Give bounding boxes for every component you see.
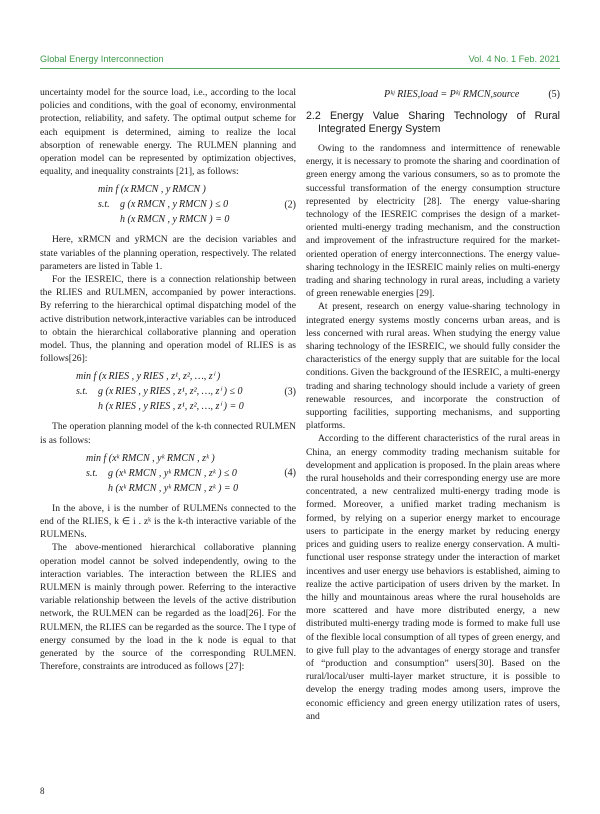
equation-3	[40, 369, 296, 414]
equation-number: (5)	[548, 89, 560, 100]
paragraph: The above-mentioned hierarchical collaborative planning operation model cannot be solved independently, owing to the interaction variables. The interaction between the RLIES and RULMEN is mainly through power. Referring to the interactive variable relationship between the levels of the active distribution network, the RULMEN can be regarded as the load[26]. For the RULMEN, the RLIES can be regarded as the source. The I type of energy consumed by the load in the k node is equal to that generated by the source of the corresponding RULMEN. Therefore, constraints are introduced as follows [27]:	[40, 542, 296, 673]
equation-line: h (xᵏ RMCN , yᵏ RMCN , zᵏ ) = 0	[108, 482, 239, 494]
equation-line: min f (xᵏ RMCN , yᵏ RMCN , zᵏ )	[86, 452, 215, 464]
paragraph: The operation planning model of the k-th connected RULMEN is as follows:	[40, 421, 296, 446]
paragraph: For the IESREIC, there is a connection relationship between the RLIES and RULMEN, accompanied by power interactions. By referring to the hierarchical optimal dispatching model of the active distribution network,interactive variables can be introduced to obtain the hierarchical collaborative planning and operation model. Thus, the planning and operation model of RLIES is as follows[26]:	[40, 274, 296, 365]
paragraph: uncertainty model for the source load, i.e., according to the local policies and conditions, with the goal of economy, environmental protection, reliability, and safety. The optimal output scheme for each equipment is determined, aiming to realize the local absorption of renewable energy. The RULMEN planning and operation model can be represented by optimization objectives, equality, and inequality constraints [21], as follows:	[40, 87, 296, 178]
paragraph: According to the different characteristics of the rural areas in China, an energy commodity trading mechanism suitable for development and application is proposed. In the plain areas where the rural households and their corresponding energy use are more concentrated, a new centralized multi-energy trading mode is formed. Moreover, a unified market trading mechanism is formed, by relying on a superior energy market to encourage users to participate in the energy market by reducing energy prices and guiding users to realize energy conservation. A multi-functional user response strategy under the interaction of market incentives and user energy use behaviors is established, aiming to realize the active participation of users driven by the market. In the hilly and mountainous areas where the rural households are more scattered and have more distributed energy, a new distributed multi-energy trading mode is formed to make full use of the flexible local consumption of all types of green energy, and to give full play to the advantages of energy storage and transfer of “production and consumption” users[30]. Based on the rural/local/user multi-layer market structure, it is possible to develop the energy trading modes among users, improve the economic efficiency and green energy utilization rates of users, and	[306, 433, 560, 722]
equation-line: min f (x RIES , y RIES , z¹, z², …, zⁱ )	[76, 371, 221, 383]
section-heading: 2.2 Energy Value Sharing Technology of Rural Integrated Energy System	[306, 110, 560, 135]
equation-5	[306, 86, 560, 104]
equation-number: (4)	[284, 467, 296, 479]
page-number: 8	[40, 786, 45, 796]
equation-line: Pᵏʲ RIES,load = Pᵏʲ RMCN,source	[384, 89, 520, 100]
equation-line: g (xᵏ RMCN , yᵏ RMCN , zᵏ ) ≤ 0	[108, 467, 237, 479]
volume-info: Vol. 4 No. 1 Feb. 2021	[468, 54, 560, 64]
paragraph: Here, xRMCN and yRMCN are the decision variables and state variables of the planning operation, respectively. The related parameters are listed in Table 1.	[40, 234, 296, 272]
equation-line: g (x RIES , y RIES , z¹, z², …, zⁱ ) ≤ 0	[98, 386, 243, 398]
paragraph: At present, research on energy value-sharing technology in integrated energy systems mostly concerns urban areas, and is less concerned with rural areas. When studying the energy value sharing technology of the IESREIC, we should fully consider the characteristics of the energy supply that are suitable for the local conditions. Given the background of the IESREIC, a multi-energy trading and sharing technology should include a variety of green renewable resources, and incorporate the construction of supporting facilities, supporting mechanisms, and supporting platforms.	[306, 301, 561, 432]
paragraph: In the above, i is the number of RULMENs connected to the end of the RLIES, k ∈ i . zᵏ is the k-th interactive variable of the RULMENs.	[40, 502, 296, 541]
equation-2	[40, 182, 296, 227]
left-column	[40, 86, 296, 674]
equation-number: (3)	[284, 386, 296, 398]
journal-name: Global Energy Interconnection	[40, 54, 164, 64]
equation-line: h (x RMCN , y RMCN ) = 0	[120, 214, 230, 226]
right-column	[306, 86, 560, 723]
equation-4	[40, 451, 296, 496]
header-divider	[40, 68, 560, 69]
equation-label: s.t.	[86, 467, 98, 479]
paragraph: Owing to the randomness and intermittence of renewable energy, it is necessary to promote the sharing and coordination of green energy among the various consumers, so as to promote the successful transformation of the energy consumption structure represented by electricity [28]. The energy value-sharing technology of the IESREIC comprises the design of a market-oriented multi-energy trading mechanism, and the construction and improvement of the infrastructure required for the market-oriented operation of energy interconnections. The energy value-sharing technology in the IESREIC mainly relies on multi-energy trading and sharing technology in rural areas, including a variety of green renewable energies [29].	[306, 143, 560, 300]
equation-line: min f (x RMCN , y RMCN )	[98, 184, 206, 196]
equation-label: s.t.	[98, 199, 110, 211]
equation-label: s.t.	[76, 386, 88, 398]
equation-line: g (x RMCN , y RMCN ) ≤ 0	[120, 199, 229, 211]
equation-number: (2)	[284, 199, 296, 211]
equation-line: h (x RIES , y RIES , z¹, z², …, zⁱ ) = 0	[98, 401, 244, 413]
